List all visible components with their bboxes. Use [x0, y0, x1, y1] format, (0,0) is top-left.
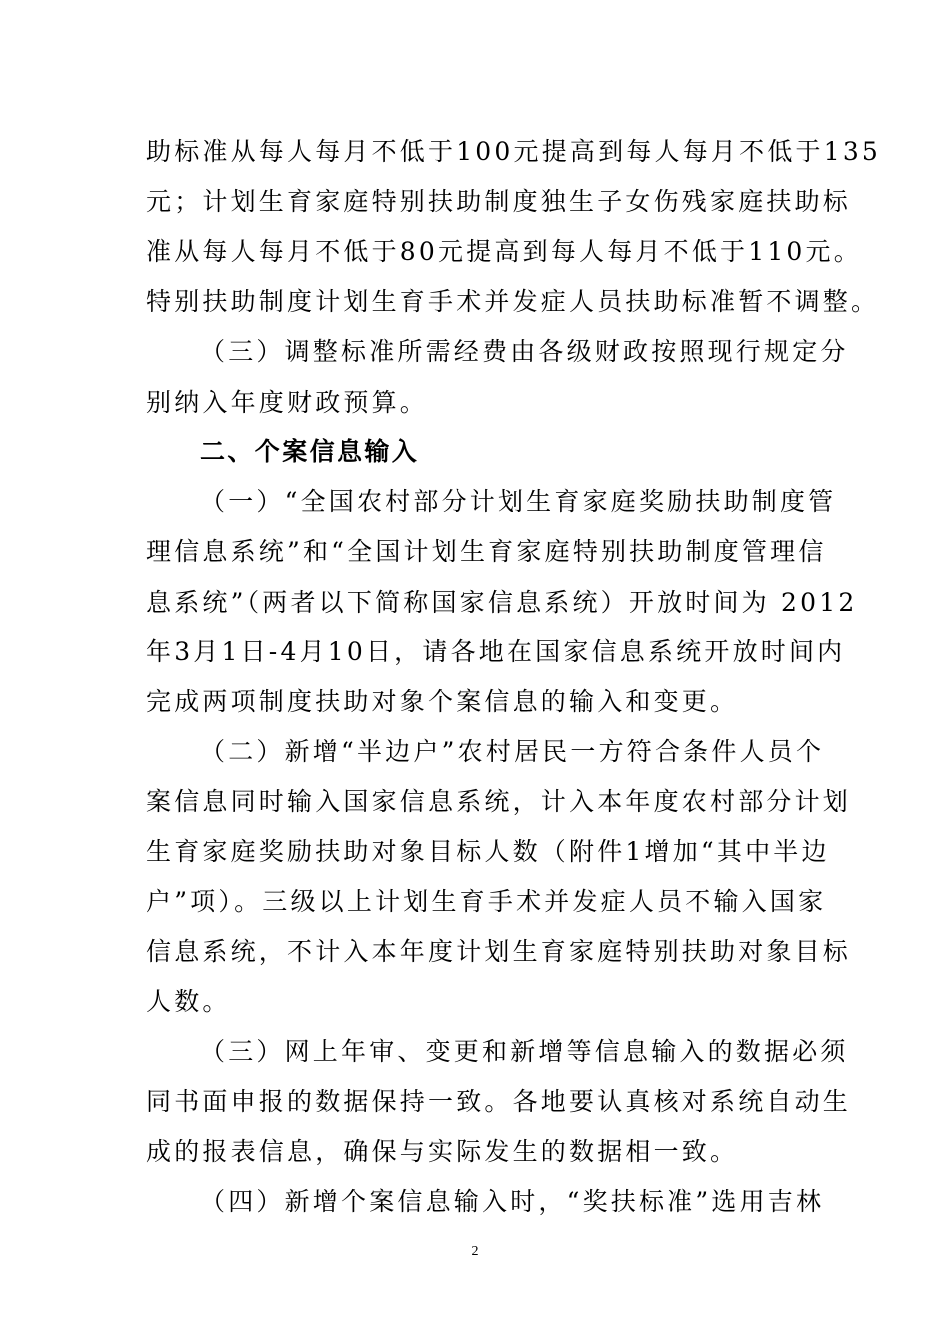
- body-text-line: 助标准从每人每月不低于100元提高到每人每月不低于135: [146, 137, 882, 166]
- paragraph-start-line: （二）新增“半边户”农村居民一方符合条件人员个: [200, 737, 825, 766]
- body-text-line: 息系统”（两者以下简称国家信息系统）开放时间为 2012: [146, 588, 858, 617]
- paragraph-start-line: （四）新增个案信息输入时，“奖扶标准”选用吉林: [200, 1187, 825, 1216]
- body-text-line: 元；计划生育家庭特别扶助制度独生子女伤残家庭扶助标: [146, 187, 852, 216]
- body-text-line: 理信息系统”和“全国计划生育家庭特别扶助制度管理信: [146, 537, 827, 566]
- body-text-line: 信息系统，不计入本年度计划生育家庭特别扶助对象目标: [146, 937, 852, 966]
- body-text-line: 案信息同时输入国家信息系统，计入本年度农村部分计划: [146, 787, 852, 816]
- body-text-line: 特别扶助制度计划生育手术并发症人员扶助标准暂不调整。: [146, 287, 880, 316]
- page-number: 2: [471, 1244, 479, 1259]
- section-heading: 二、个案信息输入: [200, 437, 420, 466]
- body-text-line: 生育家庭奖励扶助对象目标人数（附件1增加“其中半边: [146, 837, 830, 866]
- body-text-line: 年3月1日-4月10日，请各地在国家信息系统开放时间内: [146, 637, 846, 666]
- body-text-line: 成的报表信息，确保与实际发生的数据相一致。: [146, 1137, 739, 1166]
- body-text-line: 准从每人每月不低于80元提高到每人每月不低于110元。: [146, 237, 862, 266]
- body-text-line: 同书面申报的数据保持一致。各地要认真核对系统自动生: [146, 1087, 852, 1116]
- paragraph-start-line: （三）调整标准所需经费由各级财政按照现行规定分: [200, 337, 849, 366]
- body-text-line: 人数。: [146, 987, 231, 1016]
- body-text-line: 户”项）。三级以上计划生育手术并发症人员不输入国家: [146, 887, 827, 916]
- paragraph-start-line: （一）“全国农村部分计划生育家庭奖励扶助制度管: [200, 487, 837, 516]
- body-text-line: 别纳入年度财政预算。: [146, 388, 429, 417]
- paragraph-start-line: （三）网上年审、变更和新增等信息输入的数据必须: [200, 1037, 849, 1066]
- body-text-line: 完成两项制度扶助对象个案信息的输入和变更。: [146, 687, 739, 716]
